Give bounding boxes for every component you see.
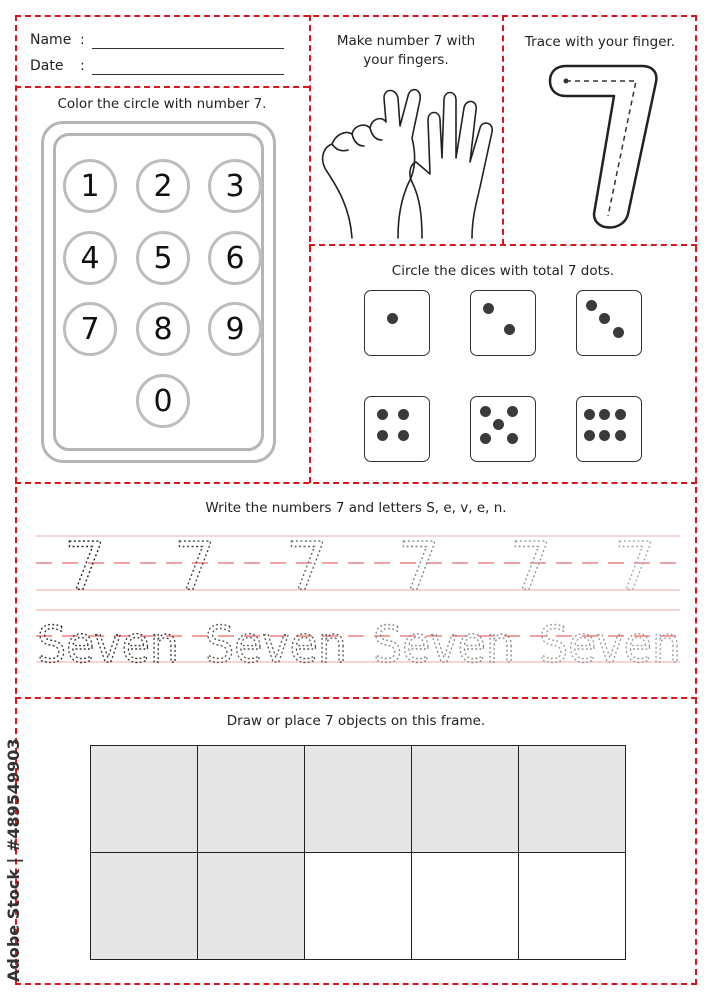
svg-text:7: 7	[174, 533, 216, 593]
divider-trace-column	[502, 15, 504, 245]
divider-write-top	[15, 482, 697, 484]
write-instruction: Write the numbers 7 and letters S, e, v, e, n.	[205, 500, 507, 516]
die-pip	[387, 313, 398, 324]
trace-word-2[interactable]	[204, 604, 349, 666]
svg-text:7: 7	[64, 533, 106, 593]
date-label: Date	[30, 58, 64, 74]
trace-word-4[interactable]	[538, 604, 683, 666]
die-pip	[504, 324, 515, 335]
die-pip	[483, 303, 494, 314]
keypad-key-9[interactable]: 9	[208, 302, 262, 356]
keypad-key-5[interactable]: 5	[136, 231, 190, 285]
date-colon: :	[80, 58, 85, 74]
ten-frame-cell[interactable]	[197, 745, 305, 853]
svg-text:7: 7	[614, 533, 656, 593]
name-label: Name	[30, 32, 72, 48]
keypad-key-3[interactable]: 3	[208, 159, 262, 213]
name-field[interactable]	[92, 48, 284, 49]
die-2[interactable]	[470, 290, 536, 356]
die-pip	[507, 433, 518, 444]
trace-digit-4[interactable]	[394, 533, 444, 593]
svg-text:7: 7	[286, 533, 328, 593]
divider-frame-top	[15, 697, 697, 699]
svg-text:7: 7	[398, 533, 440, 593]
trace-digit-2[interactable]	[170, 533, 220, 593]
trace-digit-5[interactable]	[506, 533, 556, 593]
trace-word-1[interactable]	[36, 604, 181, 666]
die-pip	[480, 433, 491, 444]
ten-frame-cell[interactable]	[90, 852, 198, 960]
ten-frame-cell[interactable]	[197, 852, 305, 960]
frame-instruction: Draw or place 7 objects on this frame.	[226, 713, 486, 729]
svg-text:Seven: Seven	[37, 616, 179, 666]
die-pip	[507, 406, 518, 417]
trace-digit-3[interactable]	[282, 533, 332, 593]
die-pip	[615, 409, 626, 420]
ten-frame-cell[interactable]	[518, 852, 626, 960]
dice-instruction: Circle the dices with total 7 dots.	[391, 263, 615, 279]
die-pip	[599, 313, 610, 324]
fingers-instruction: Make number 7 with your fingers.	[336, 33, 476, 68]
die-pip	[493, 419, 504, 430]
keypad-key-0[interactable]: 0	[136, 374, 190, 428]
die-pip	[613, 327, 624, 338]
die-6[interactable]	[576, 396, 642, 462]
die-pip	[398, 409, 409, 420]
die-pip	[586, 300, 597, 311]
keypad-key-8[interactable]: 8	[136, 302, 190, 356]
die-pip	[599, 409, 610, 420]
keypad-key-2[interactable]: 2	[136, 159, 190, 213]
die-1[interactable]	[364, 290, 430, 356]
stock-watermark: Adobe Stock | #489549903	[4, 738, 23, 982]
ten-frame-cell[interactable]	[90, 745, 198, 853]
trace-digit-6[interactable]	[610, 533, 660, 593]
date-field[interactable]	[92, 74, 284, 75]
die-pip	[584, 409, 595, 420]
die-3[interactable]	[576, 290, 642, 356]
keypad-key-1[interactable]: 1	[63, 159, 117, 213]
color-instruction: Color the circle with number 7.	[57, 96, 267, 112]
svg-text:7: 7	[510, 533, 552, 593]
name-colon: :	[80, 32, 85, 48]
die-pip	[584, 430, 595, 441]
ten-frame-cell[interactable]	[411, 745, 519, 853]
trace-seven[interactable]	[548, 64, 660, 234]
die-pip	[599, 430, 610, 441]
divider-name-box-bottom	[15, 86, 309, 88]
trace-digit-1[interactable]	[60, 533, 110, 593]
die-pip	[615, 430, 626, 441]
ten-frame-cell[interactable]	[304, 745, 412, 853]
divider-dice-top	[309, 244, 697, 246]
die-pip	[377, 430, 388, 441]
die-pip	[377, 409, 388, 420]
ten-frame-cell[interactable]	[304, 852, 412, 960]
die-pip	[398, 430, 409, 441]
keypad-key-4[interactable]: 4	[63, 231, 117, 285]
divider-left-column	[309, 15, 311, 483]
hands-illustration	[312, 78, 500, 242]
trace-instruction: Trace with your finger.	[524, 34, 676, 50]
ten-frame-cell[interactable]	[518, 745, 626, 853]
keypad-key-6[interactable]: 6	[208, 231, 262, 285]
trace-word-3[interactable]	[372, 604, 517, 666]
svg-text:Seven: Seven	[373, 616, 515, 666]
svg-text:Seven: Seven	[205, 616, 347, 666]
keypad-key-7[interactable]: 7	[63, 302, 117, 356]
die-4[interactable]	[364, 396, 430, 462]
die-pip	[480, 406, 491, 417]
ten-frame-cell[interactable]	[411, 852, 519, 960]
die-5[interactable]	[470, 396, 536, 462]
svg-text:Seven: Seven	[539, 616, 681, 666]
